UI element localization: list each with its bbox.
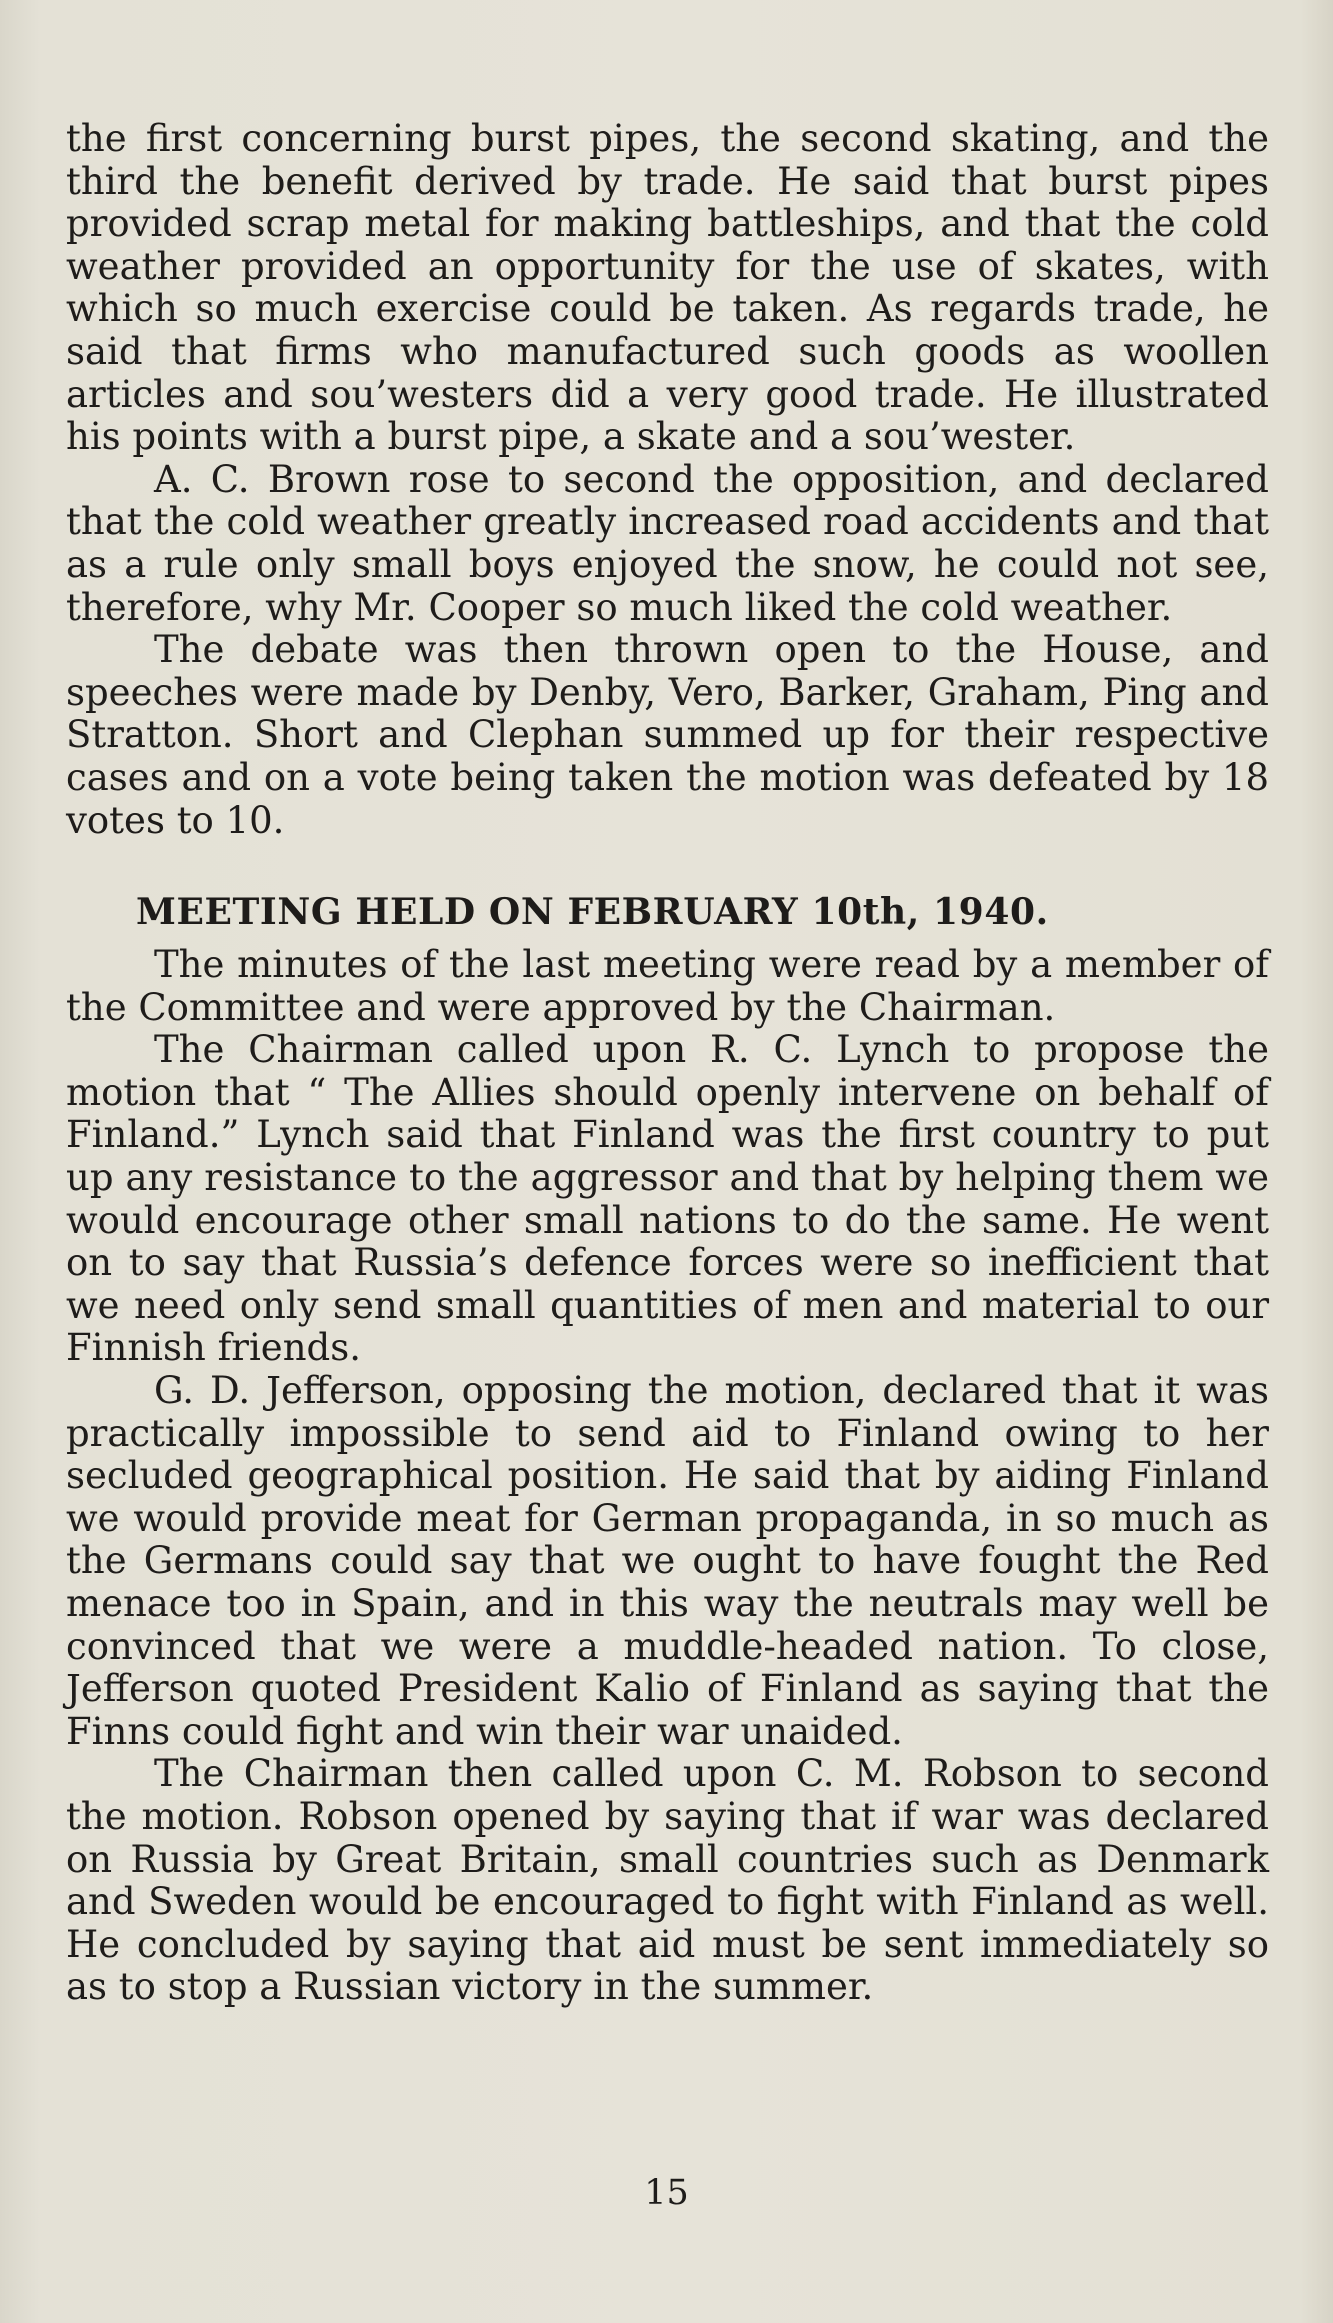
meeting-heading: MEETING HELD ON FEBRUARY 10th, 1940. bbox=[136, 891, 1049, 934]
body-text bbox=[66, 118, 1269, 2009]
paragraph-jefferson-opposing: G. D. Jefferson, opposing the motion, declared that it was practically impossible to send aid to Finland owing to her secluded geographical position. He said that by aiding Finland we would provide meat for German propaganda, in so much as the Germans could say that we ought to have fought the Red menace too in Spain, and in this way the neutrals may well be convinced that we were a muddle-headed nation. To close, Jefferson quoted President Kalio of Finland as saying that the Finns could fight and win their war unaided. bbox=[66, 1369, 1269, 1753]
paragraph-robson-second: The Chairman then called upon C. M. Robson to second the motion. Robson opened by saying that if war was declared on Russia by Great Britain, small countries such as Denmark and Sweden would be encouraged to fight with Finland as well. He concluded by saying that aid must be sent immediately so as to stop a Russian victory in the summer. bbox=[66, 1752, 1269, 2009]
paragraph-brown-opposition: A. C. Brown rose to second the opposition, and declared that the cold weather greatly increased road accidents and that as a rule only small boys enjoyed the snow, he could not see, therefore, why Mr. Cooper so much liked the cold weather. bbox=[66, 457, 1269, 629]
page-number: 15 bbox=[644, 2173, 689, 2213]
paragraph-minutes: The minutes of the last meeting were read by a member of the Committee and were approved by the Chairman. bbox=[66, 943, 1269, 1029]
paragraph-lynch-motion: The Chairman called upon R. C. Lynch to propose the motion that “ The Allies should openly intervene on behalf of Finland.” Lynch said that Finland was the first country to put up any resistance to the aggressor and that by helping them we would encourage other small nations to do the same. He went on to say that Russia’s defence forces were so inefficient that we need only send small quantities of men and material to our Finnish friends. bbox=[66, 1028, 1269, 1370]
paragraph-debate-vote: The debate was then thrown open to the House, and speeches were made by Denby, Vero, Barker, Graham, Ping and Stratton. Short and Clephan summed up for their respective cases and on a vote being taken the motion was defeated by 18 votes to 10. bbox=[66, 628, 1269, 842]
paragraph-burst-pipes: the first concerning burst pipes, the second skating, and the third the benefit derived by trade. He said that burst pipes provided scrap metal for making battleships, and that the cold weather provided an opportunity for the use of skates, with which so much exercise could be taken. As regards trade, he said that firms who manufactured such goods as woollen articles and sou’westers did a very good trade. He illustrated his points with a burst pipe, a skate and a sou’wester. bbox=[66, 117, 1269, 459]
